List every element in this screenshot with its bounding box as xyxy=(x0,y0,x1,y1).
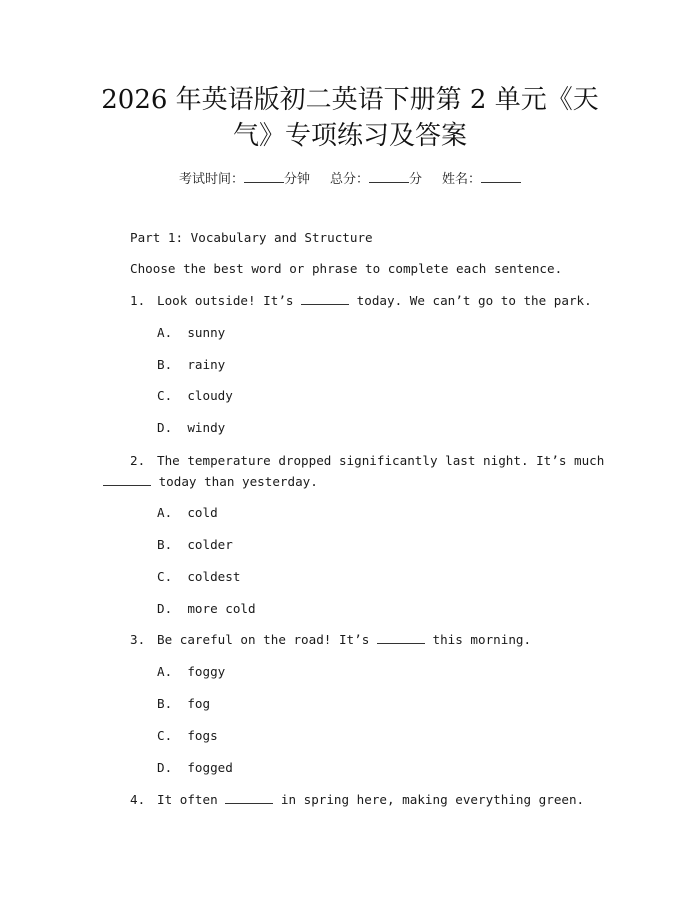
exam-meta-row xyxy=(0,168,700,187)
score-unit: 分 xyxy=(409,172,423,187)
question-text-part: Be careful on the road! It’s xyxy=(157,632,370,647)
score-field xyxy=(330,172,422,187)
question-text-part: Look outside! It’s xyxy=(157,293,294,308)
question-text-part: in spring here, making everything green. xyxy=(280,792,585,807)
score-blank xyxy=(369,171,409,183)
name-label: 姓名： xyxy=(442,172,482,187)
answer-blank xyxy=(377,632,425,644)
question-text-part: It often xyxy=(157,792,218,807)
name-field xyxy=(442,172,521,187)
option-a: A. foggy xyxy=(157,664,226,679)
question-text xyxy=(157,792,584,807)
time-blank xyxy=(244,171,284,183)
answer-blank xyxy=(103,474,151,486)
option-b: B. fog xyxy=(157,696,211,711)
question-number: 2. xyxy=(130,453,146,468)
option-b: B. rainy xyxy=(157,357,226,372)
option-c: C. cloudy xyxy=(157,388,233,403)
time-label: 考试时间： xyxy=(178,172,244,187)
question-text-part: this morning. xyxy=(432,632,532,647)
option-b: B. colder xyxy=(157,537,233,552)
option-c: C. coldest xyxy=(157,569,241,584)
option-d: D. windy xyxy=(157,420,226,435)
question-text: The temperature dropped significantly last night. It’s much xyxy=(157,453,605,468)
question-number: 4. xyxy=(130,792,146,807)
document-title-line-2: 气》专项练习及答案 xyxy=(232,121,467,151)
question-number: 1. xyxy=(130,293,146,308)
time-field xyxy=(179,172,310,187)
option-c: C. fogs xyxy=(157,728,218,743)
answer-blank xyxy=(301,293,349,305)
option-a: A. cold xyxy=(157,505,218,520)
question-text xyxy=(157,632,531,647)
question-text-continued xyxy=(103,474,318,489)
document-title-line-1: 2026 年英语版初二英语下册第 2 单元《天 xyxy=(101,85,599,115)
part-title: Part 1: Vocabulary and Structure xyxy=(130,230,373,245)
question-number: 3. xyxy=(130,632,146,647)
question-text xyxy=(157,293,592,308)
instruction-text: Choose the best word or phrase to complete each sentence. xyxy=(130,261,563,276)
name-blank xyxy=(481,171,521,183)
question-text-part: today than yesterday. xyxy=(158,474,318,489)
option-d: D. more cold xyxy=(157,601,256,616)
option-a: A. sunny xyxy=(157,325,226,340)
score-label: 总分： xyxy=(329,172,369,187)
option-d: D. fogged xyxy=(157,760,233,775)
question-text-part: today. We can’t go to the park. xyxy=(356,293,592,308)
answer-blank xyxy=(225,792,273,804)
time-unit: 分钟 xyxy=(283,172,310,187)
